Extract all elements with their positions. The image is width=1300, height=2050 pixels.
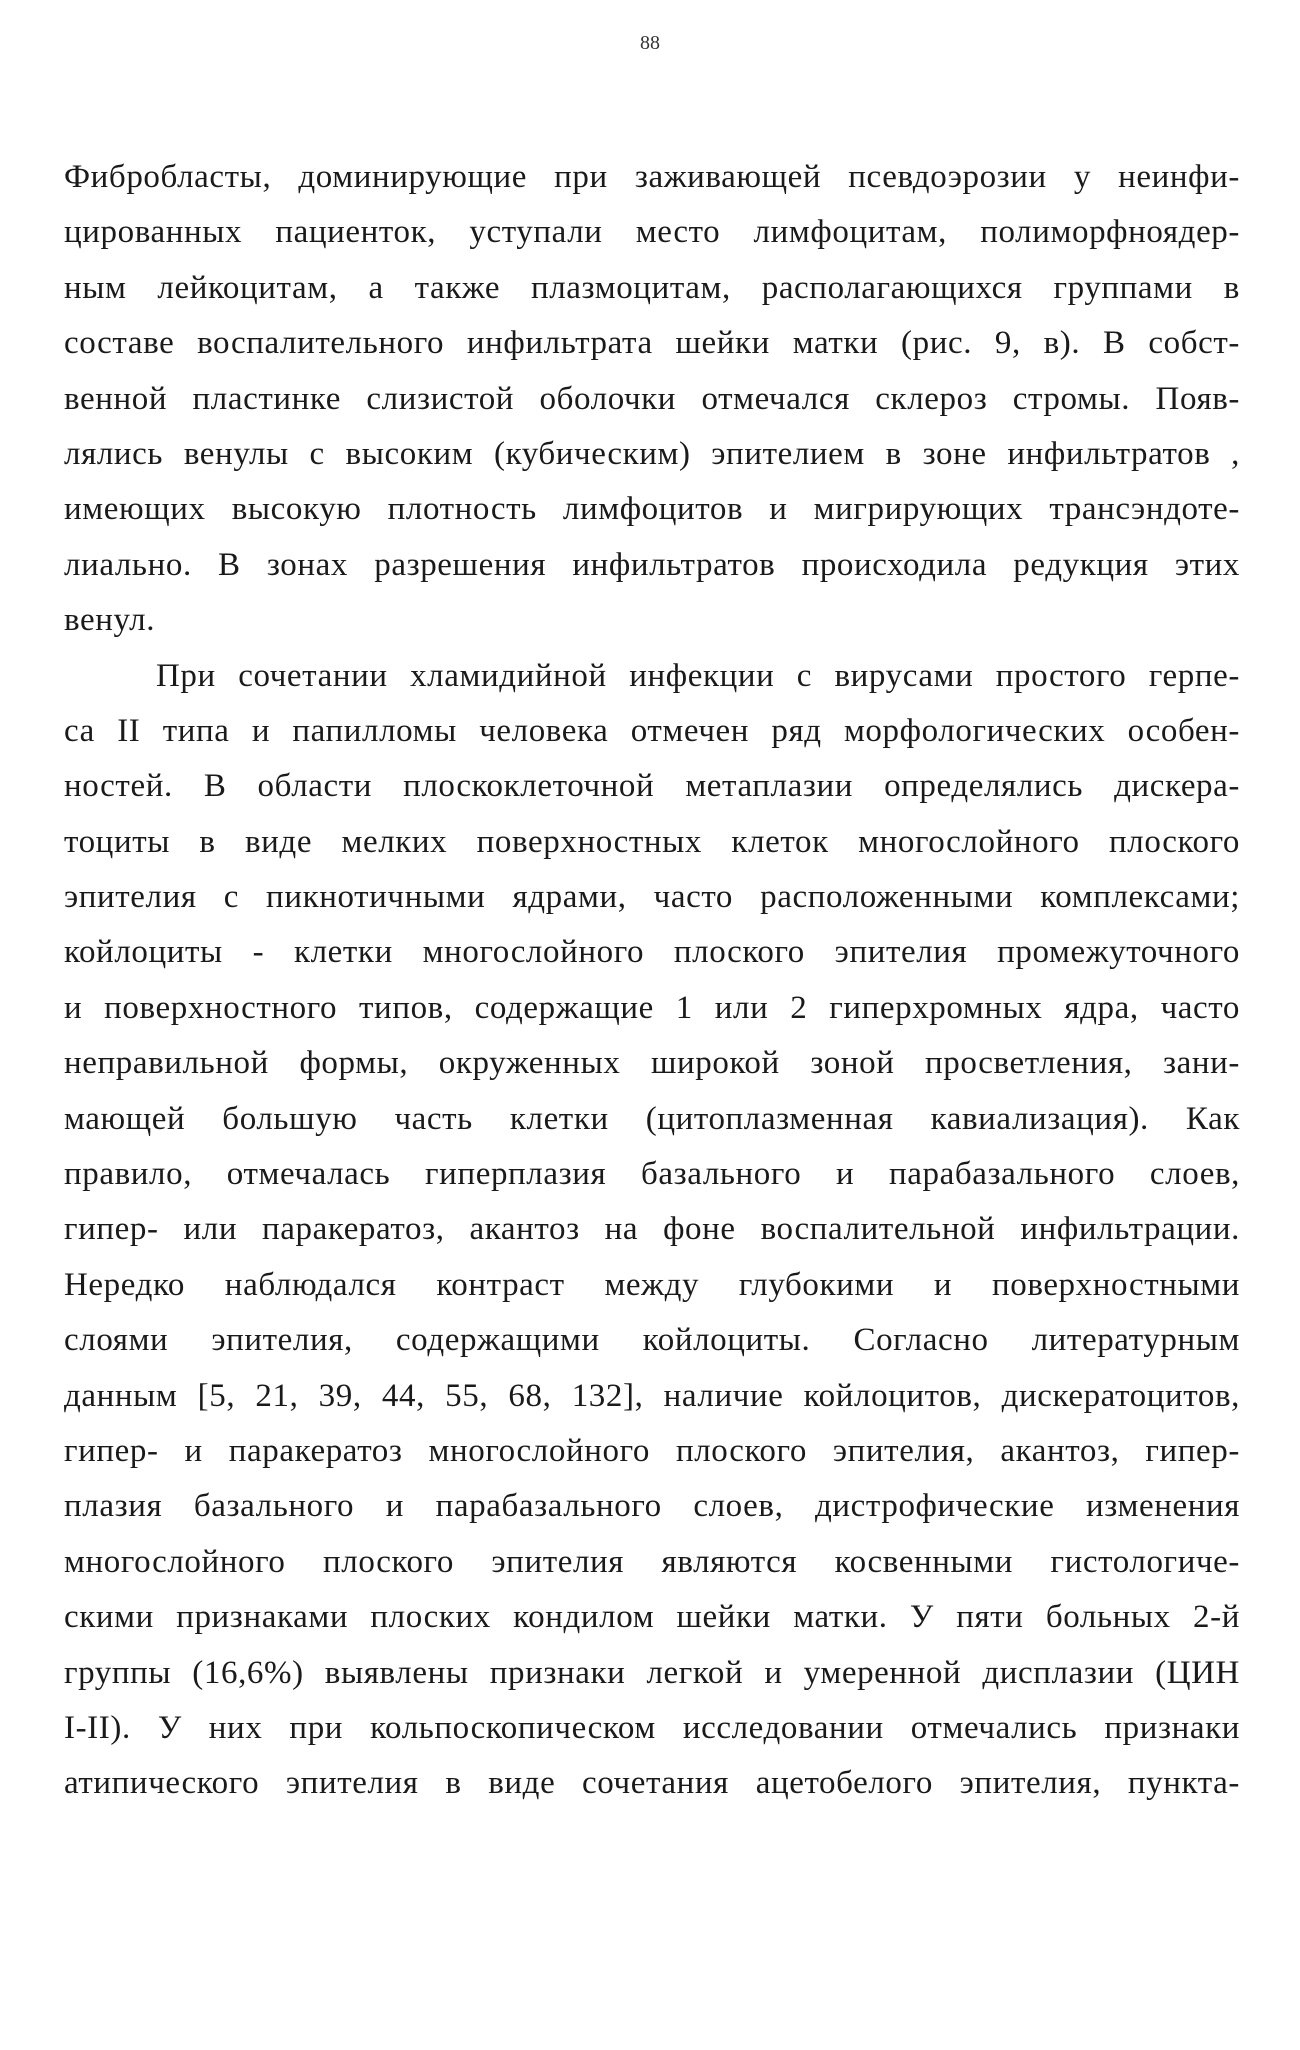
text-line: группы (16,6%) выявлены признаки легкой и умеренной дисплазии (ЦИН: [64, 1654, 1240, 1691]
text-line: са II типа и папилломы человека отмечен ряд морфологических особен-: [64, 712, 1240, 749]
text-line: тоциты в виде мелких поверхностных клеток многослойного плоского: [64, 823, 1240, 860]
text-line: атипического эпителия в виде сочетания ацетобелого эпителия, пункта-: [64, 1765, 1240, 1802]
text-line: При сочетании хламидийной инфекции с вирусами простого герпе-: [156, 657, 1240, 694]
text-line: цированных пациенток, уступали место лимфоцитам, полиморфноядер-: [64, 214, 1240, 251]
text-line: лиально. В зонах разрешения инфильтратов происходила редукция этих: [64, 546, 1240, 583]
text-line: ным лейкоцитам, а также плазмоцитам, располагающихся группами в: [64, 269, 1240, 306]
text-line: скими признаками плоских кондилом шейки матки. У пяти больных 2-й: [64, 1599, 1240, 1636]
text-line: неправильной формы, окруженных широкой зоной просветления, зани-: [64, 1045, 1240, 1082]
text-line: эпителия с пикнотичными ядрами, часто расположенными комплексами;: [64, 879, 1240, 916]
text-line: слоями эпителия, содержащими койлоциты. Согласно литературным: [64, 1322, 1240, 1359]
text-line: ностей. В области плоскоклеточной метаплазии определялись дискера-: [64, 768, 1240, 805]
text-line: имеющих высокую плотность лимфоцитов и мигрирующих трансэндоте-: [64, 491, 1240, 528]
text-line: Нередко наблюдался контраст между глубокими и поверхностными: [64, 1266, 1240, 1303]
text-line: лялись венулы с высоким (кубическим) эпителием в зоне инфильтратов ,: [64, 435, 1240, 472]
text-line: плазия базального и парабазального слоев, дистрофические изменения: [64, 1488, 1240, 1525]
text-line: венной пластинке слизистой оболочки отмечался склероз стромы. Появ-: [64, 380, 1240, 417]
text-line: койлоциты - клетки многослойного плоского эпителия промежуточного: [64, 934, 1240, 971]
text-line: правило, отмечалась гиперплазия базального и парабазального слоев,: [64, 1156, 1240, 1193]
body-text: [64, 150, 1240, 1812]
text-line: гипер- и паракератоз многослойного плоского эпителия, акантоз, гипер-: [64, 1432, 1240, 1469]
paragraph-2: [64, 649, 1240, 1812]
paragraph-1: [64, 150, 1240, 649]
text-line: гипер- или паракератоз, акантоз на фоне воспалительной инфильтрации.: [64, 1211, 1240, 1248]
text-line: и поверхностного типов, содержащие 1 или 2 гиперхромных ядра, часто: [64, 989, 1240, 1026]
text-line: I-II). У них при кольпоскопическом исследовании отмечались признаки: [64, 1709, 1240, 1746]
text-line: венул.: [64, 602, 156, 639]
text-line: мающей большую часть клетки (цитоплазменная кавиализация). Как: [64, 1100, 1240, 1137]
text-line: многослойного плоского эпителия являются косвенными гистологиче-: [64, 1543, 1240, 1580]
text-line: данным [5, 21, 39, 44, 55, 68, 132], наличие койлоцитов, дискератоцитов,: [64, 1377, 1240, 1414]
text-line: составе воспалительного инфильтрата шейки матки (рис. 9, в). В собст-: [64, 325, 1240, 362]
text-line: Фибробласты, доминирующие при заживающей псевдоэрозии у неинфи-: [64, 159, 1240, 195]
page-number: 88: [640, 32, 660, 54]
